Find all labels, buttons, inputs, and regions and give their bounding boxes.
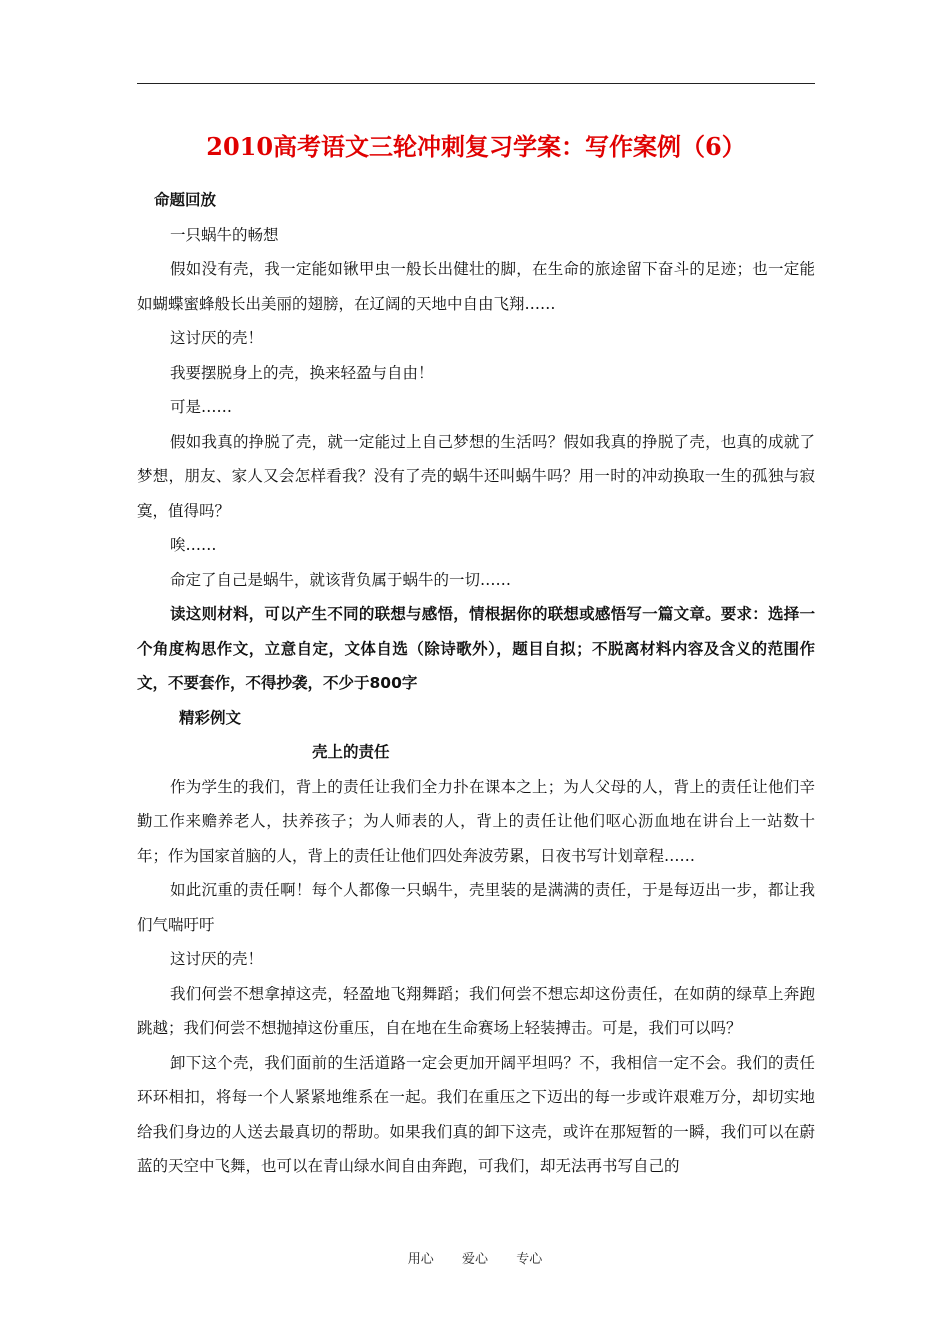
material-paragraph: 我要摆脱身上的壳，换来轻盈与自由！ [170,363,434,382]
essay-title: 壳上的责任 [312,743,390,761]
example-heading: 精彩例文 [179,708,242,727]
essay-paragraph: 这讨厌的壳！ [170,950,264,968]
essay-paragraph: 如此沉重的责任啊！每个人都像一只蜗牛，壳里装的是满满的责任，于是每迈出一步，都让我们气喘吁吁 [137,881,815,934]
writing-requirement: 读这则材料，可以产生不同的联想与感悟，情根据你的联想或感悟写一篇文章。要求：选择一个角度构思作文，立意自定，文体自选（除诗歌外），题目自拟；不脱离材料内容及含义的范围作文，不要套作，不得抄袭，不少于800字 [137,605,815,692]
material-paragraph: 唉…… [170,536,217,554]
material-title: 一只蜗牛的畅想 [170,225,279,244]
essay-paragraph: 我们何尝不想拿掉这壳，轻盈地飞翔舞蹈；我们何尝不想忘却这份责任，在如荫的绿草上奔跑跳越；我们何尝不想抛掉这份重压，自在地在生命赛场上轻装搏击。可是，我们可以吗？ [137,984,815,1037]
material-paragraph: 假如我真的挣脱了壳，就一定能过上自己梦想的生活吗？假如我真的挣脱了壳，也真的成就了梦想，朋友、家人又会怎样看我？没有了壳的蜗牛还叫蜗牛吗？用一时的冲动换取一生的孤独与寂寞，值得吗？ [137,432,815,520]
header-rule [137,83,815,84]
document-body [137,183,815,1184]
prompt-heading: 命题回放 [154,191,217,209]
page-footer: 用心 爱心 专心 [407,1252,543,1267]
essay-paragraph: 作为学生的我们，背上的责任让我们全力扑在课本之上；为人父母的人，背上的责任让他们辛勤工作来赡养老人，扶养孩子；为人师表的人，背上的责任让他们呕心沥血地在讲台上一站数十年；作为国家首脑的人，背上的责任让他们四处奔波劳累，日夜书写计划章程…… [137,777,815,865]
material-paragraph: 命定了自己是蜗牛，就该背负属于蜗牛的一切…… [170,570,512,589]
material-paragraph: 假如没有壳，我一定能如锹甲虫一般长出健壮的脚，在生命的旅途留下奋斗的足迹；也一定能如蝴蝶蜜蜂般长出美丽的翅膀，在辽阔的天地中自由飞翔…… [137,260,815,313]
material-paragraph: 这讨厌的壳！ [170,329,264,347]
document-title: 2010高考语文三轮冲刺复习学案：写作案例（6） [206,132,746,161]
material-paragraph: 可是…… [170,398,233,416]
essay-paragraph: 卸下这个壳，我们面前的生活道路一定会更加开阔平坦吗？不，我相信一定不会。我们的责任环环相扣，将每一个人紧紧地维系在一起。我们在重压之下迈出的每一步或许艰难万分，却切实地给我们身边的人送去最真切的帮助。如果我们真的卸下这壳，或许在那短暂的一瞬，我们可以在蔚蓝的天空中飞舞，也可以在青山绿水间自由奔跑，可我们，却无法再书写自己的 [137,1053,815,1175]
